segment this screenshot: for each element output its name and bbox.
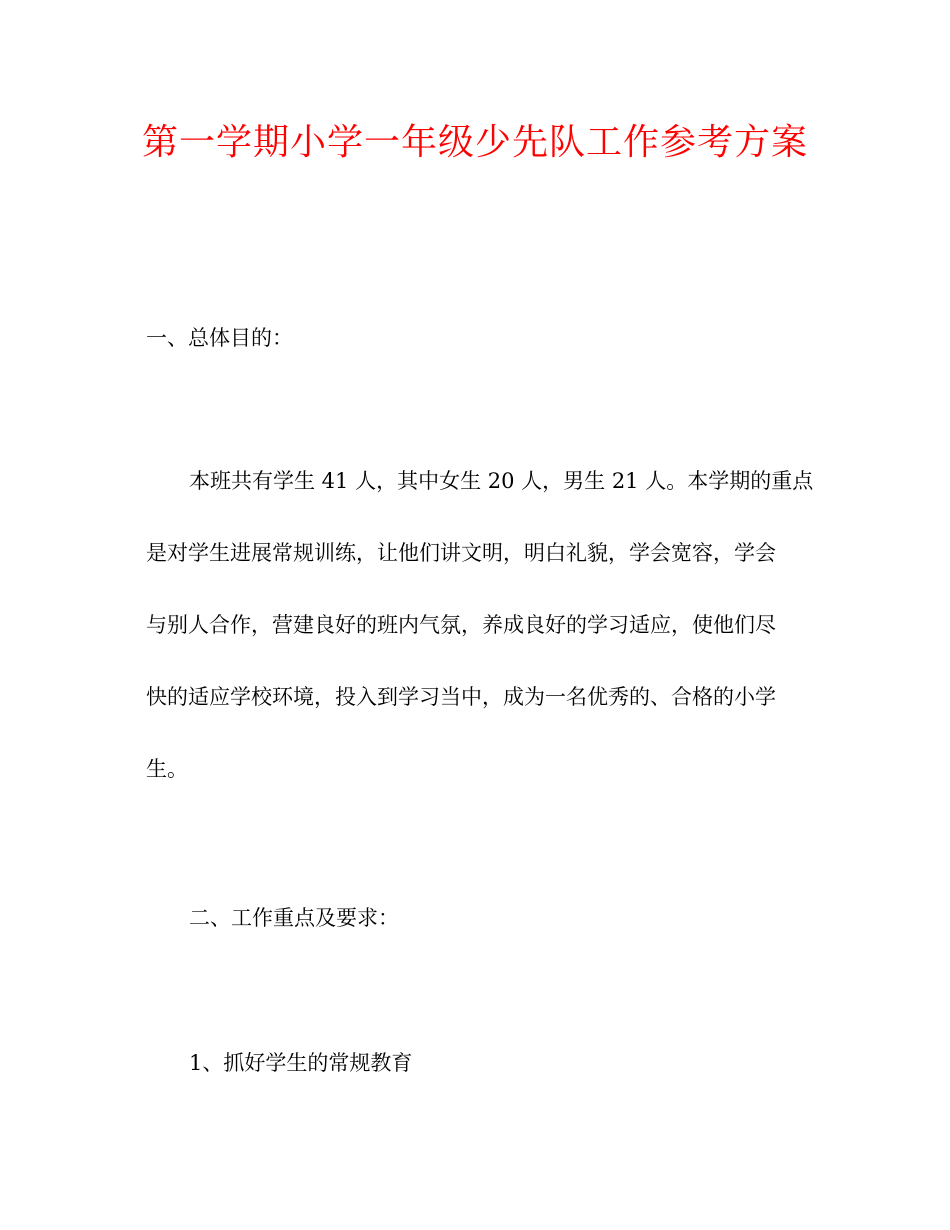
paragraph-line: 是对学生进展常规训练，让他们讲文明，明白礼貌，学会宽容，学会: [146, 541, 776, 565]
paragraph-line: 本班共有学生 41 人，其中女生 20 人，男生 21 人。本学期的重点: [189, 469, 814, 493]
paragraph-line: 与别人合作，营建良好的班内气氛，养成良好的学习适应，使他们尽: [146, 613, 776, 637]
section-paragraph: [146, 466, 814, 826]
paragraph-line: 快的适应学校环境，投入到学习当中，成为一名优秀的、合格的小学: [146, 685, 776, 709]
section-heading-overall-goal: 一、总体目的：: [146, 326, 293, 350]
section-heading-work-focus: 二、工作重点及要求：: [189, 906, 399, 930]
list-item-routine-education: 1、抓好学生的常规教育: [189, 1051, 413, 1075]
paragraph-line: 生。: [146, 757, 188, 781]
document-title: 第一学期小学一年级少先队工作参考方案: [141, 122, 808, 163]
